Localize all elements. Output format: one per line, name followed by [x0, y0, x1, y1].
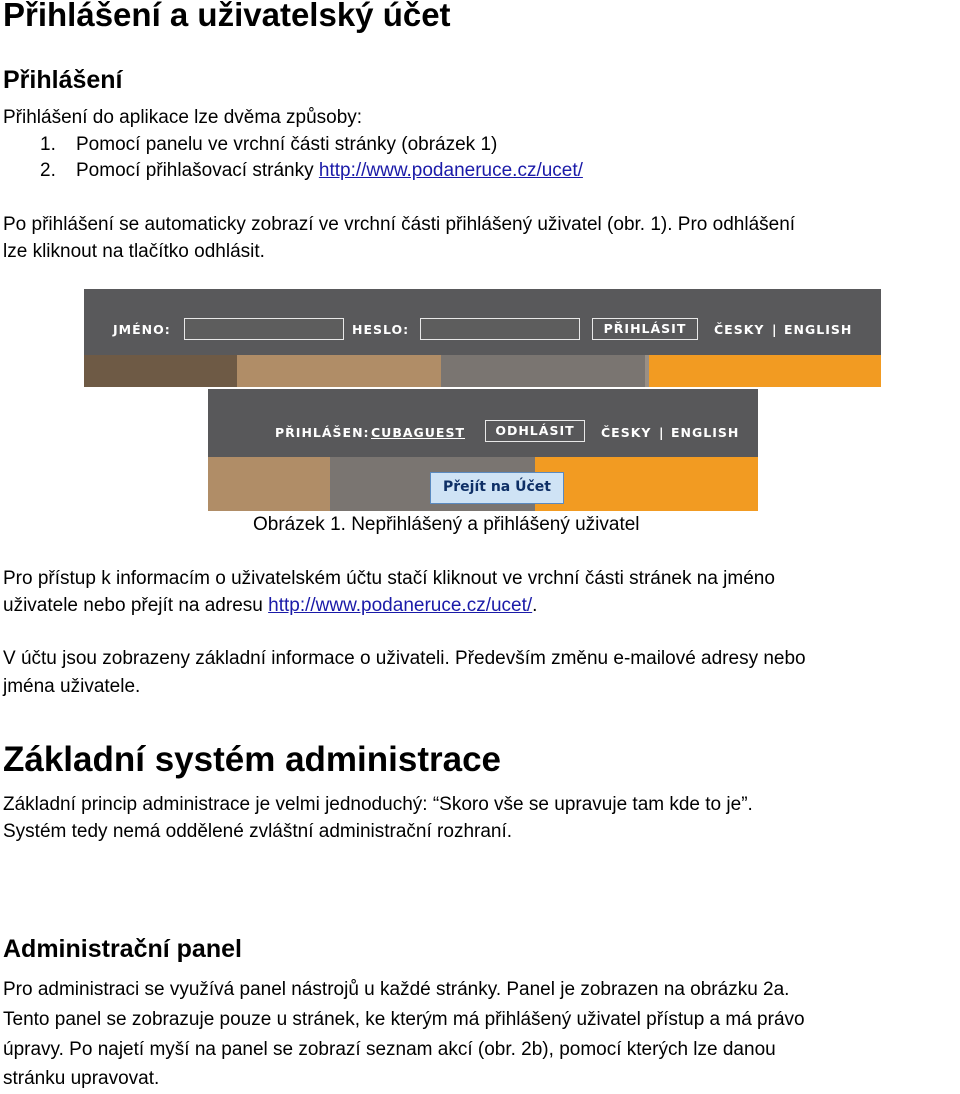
name-label: JMÉNO:: [113, 322, 171, 337]
panel-text-line4: stránku upravovat.: [3, 1068, 160, 1089]
color-bar: [208, 457, 330, 511]
lang-cz-link[interactable]: ČESKY: [714, 322, 765, 337]
panel-text-line3: úpravy. Po najetí myší na panel se zobrazí seznam akcí (obr. 2b), pomocí kterých lze danou: [3, 1039, 776, 1060]
section-heading-admin: Základní systém administrace: [3, 740, 501, 779]
color-bar: [649, 355, 881, 387]
lang-separator: |: [772, 322, 778, 337]
list-item-text: [76, 157, 583, 184]
after-login-text-line1: Po přihlášení se automaticky zobrazí ve vrchní části přihlášený uživatel (obr. 1). Pro odhlášení: [3, 214, 796, 235]
lang-cz-link[interactable]: ČESKY: [601, 425, 652, 440]
after-login-text-line2: lze kliknout na tlačítko odhlásit.: [3, 241, 265, 262]
list-item: [40, 157, 56, 184]
admin-text-line1: Základní princip administrace je velmi jednoduchý: “Skoro vše se upravuje tam kde to je”.: [3, 794, 753, 815]
login-page-link[interactable]: http://www.podaneruce.cz/ucet/: [318, 160, 583, 181]
color-bar: [237, 355, 441, 387]
lang-separator: |: [659, 425, 665, 440]
account-text-suffix: .: [532, 595, 538, 616]
account-page-link[interactable]: http://www.podaneruce.cz/ucet/: [268, 595, 533, 616]
account-tooltip[interactable]: Přejít na Účet: [430, 472, 564, 504]
account-text-line1: Pro přístup k informacím o uživatelském účtu stačí kliknout ve vrchní části stránek na jméno: [3, 568, 775, 589]
account-info-line1: V účtu jsou zobrazeny základní informace o uživateli. Především změnu e-mailové adresy nebo: [3, 648, 806, 669]
password-input[interactable]: [420, 318, 580, 340]
account-text-prefix: uživatele nebo přejít na adresu: [3, 595, 269, 616]
list-number: 2.: [40, 160, 56, 181]
panel-text-line2: Tento panel se zobrazuje pouze u stránek, ke kterým má přihlášený uživatel přístup a má právo: [3, 1009, 805, 1030]
list-item-text: Pomocí panelu ve vrchní části stránky (obrázek 1): [76, 134, 498, 155]
list-number: 1.: [40, 134, 56, 155]
logged-in-label: PŘIHLÁŠEN:: [275, 425, 370, 440]
logout-button[interactable]: ODHLÁSIT: [485, 420, 585, 442]
logged-in-panel-screenshot: [208, 389, 758, 511]
username-link[interactable]: CUBAGUEST: [371, 425, 466, 440]
name-input[interactable]: [184, 318, 344, 340]
list-item: [40, 131, 56, 158]
color-bar: [535, 457, 758, 511]
panel-text-line1: Pro administraci se využívá panel nástrojů u každé stránky. Panel je zobrazen na obrázku 2a.: [3, 979, 790, 1000]
section-heading-login: Přihlášení: [3, 66, 123, 94]
account-info-line2: jména uživatele.: [3, 676, 141, 697]
page-title: Přihlášení a uživatelský účet: [3, 0, 451, 33]
section-heading-admin-panel: Administrační panel: [3, 935, 242, 963]
lang-en-link[interactable]: ENGLISH: [671, 425, 740, 440]
admin-text-line2: Systém tedy nemá oddělené zvláštní administrační rozhraní.: [3, 821, 513, 842]
lang-en-link[interactable]: ENGLISH: [784, 322, 853, 337]
color-bar: [441, 355, 645, 387]
figure-caption: Obrázek 1. Nepřihlášený a přihlášený uživatel: [253, 514, 640, 535]
password-label: HESLO:: [352, 322, 410, 337]
login-panel-screenshot: [84, 289, 881, 387]
login-button[interactable]: PŘIHLÁSIT: [592, 318, 698, 340]
login-intro: Přihlášení do aplikace lze dvěma způsoby:: [3, 107, 363, 128]
account-text-line2: [3, 592, 537, 619]
list-item-label: Pomocí přihlašovací stránky: [76, 160, 319, 181]
color-bar: [84, 355, 237, 387]
